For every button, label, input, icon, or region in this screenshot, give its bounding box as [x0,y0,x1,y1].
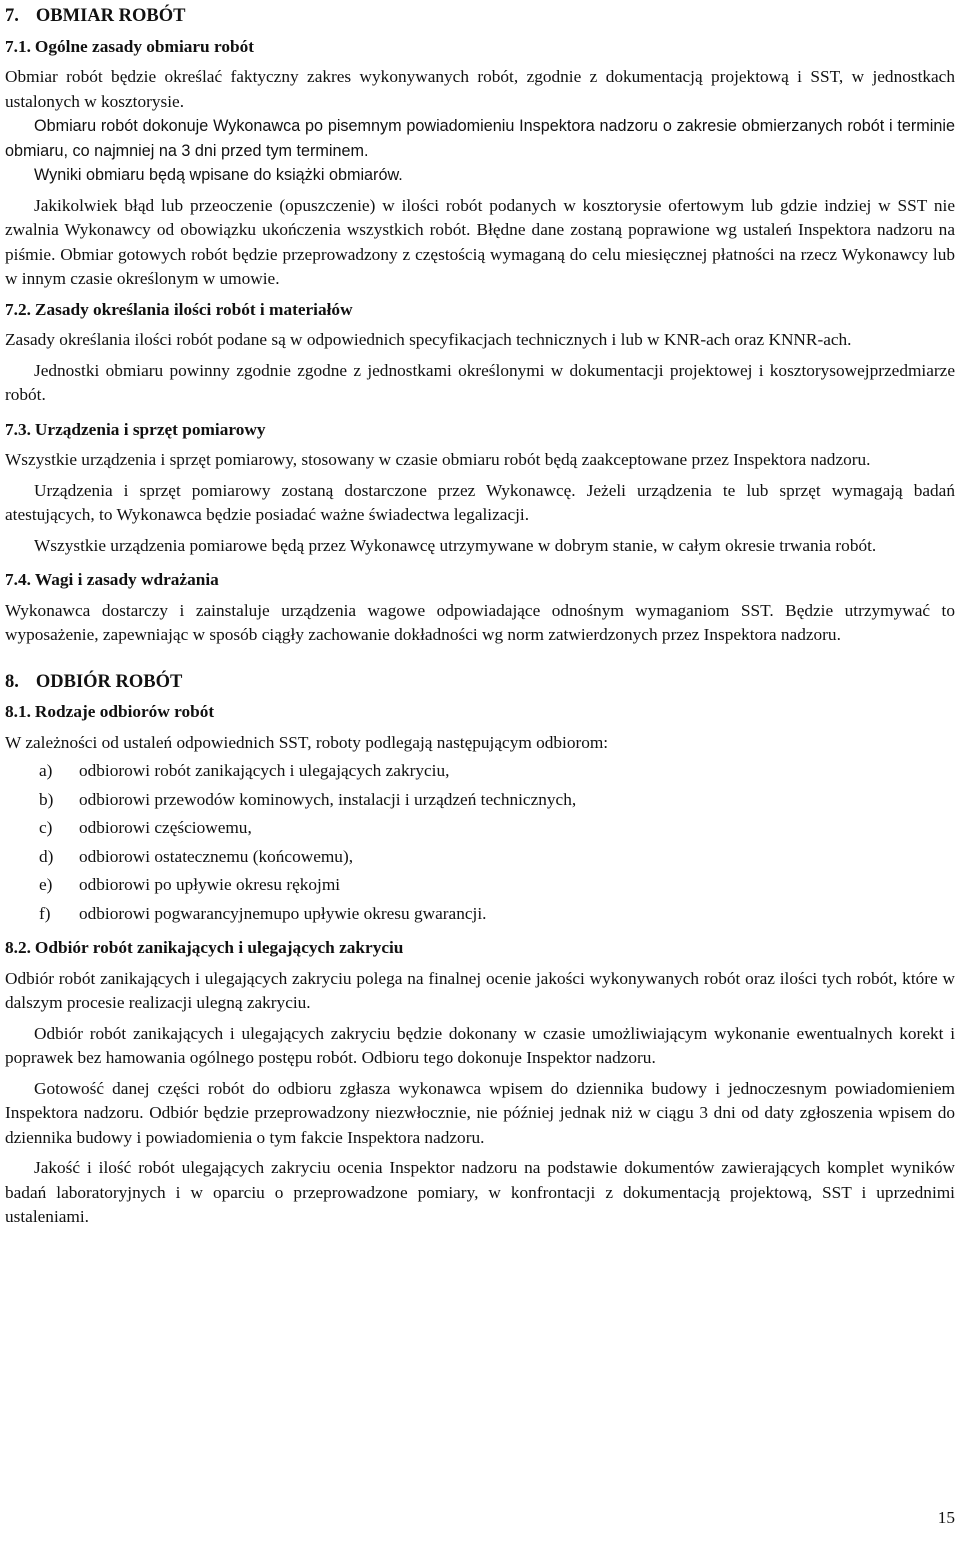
heading-number: 7. [5,6,19,26]
heading-number: 7.2. [5,299,31,319]
list-item [39,788,955,813]
heading-title: Urządzenia i sprzęt pomiarowy [34,419,266,439]
paragraph: Odbiór robót zanikających i ulegających zakryciu będzie dokonany w czasie umożliwiającym wykonanie ewentualnych korekt i poprawek bez hamowania ogólnego postępu robót. Odbioru tego dokonuje Inspektor nadzoru. [5,1023,955,1067]
heading-title: Wagi i zasady wdrażania [34,570,219,589]
paragraph: Jednostki obmiaru powinny zgodnie zgodne z jednostkami określonymi w dokumentacji projektowej i kosztorysowejprzedmiarze robót. [5,360,955,404]
list-marker: f) [39,903,51,923]
heading-section-8-2 [5,936,955,961]
heading-section-7-2 [5,298,955,323]
list-item-text: odbiorowi ostatecznemu (końcowemu), [79,846,354,866]
paragraph: Wyniki obmiaru będą wpisane do książki obmiarów. [34,166,403,184]
paragraph: Wykonawca dostarczy i zainstaluje urządzenia wagowe odpowiadające odnośnym wymaganiom SST. Będzie utrzymywać to wyposażenie, zapewniając w sposób ciągły zachowanie dokładności wg norm zatwierdzonych przez Inspektora nadzoru. [5,600,955,644]
paragraph: Odbiór robót zanikających i ulegających zakryciu polega na finalnej ocenie jakości wykonywanych robót oraz ilości tych robót, które w dalszym procesie realizacji ulegną zakryciu. [5,968,955,1012]
list-marker: c) [39,818,53,837]
list-item-text: odbiorowi przewodów kominowych, instalacji i urządzeń technicznych, [79,789,577,809]
list-marker: a) [39,761,53,780]
paragraph: Jakikolwiek błąd lub przeoczenie (opuszczenie) w ilości robót podanych w kosztorysie ofertowym lub gdzie indziej w SST nie zwalnia Wykonawcy od obowiązku ukończenia wszystkich robót. Błędne dane zostaną poprawione wg ustaleń Inspektora nadzoru na piśmie. Obmiar gotowych robót będzie przeprowadzony z częstością wymaganą do celu miesięcznej płatności na rzecz Wykonawcy lub w innym czasie określonym w umowie. [5,195,955,288]
paragraph: Gotowość danej części robót do odbioru zgłasza wykonawca wpisem do dziennika budowy i jednoczesnym powiadomieniem Inspektora nadzoru. Odbiór będzie przeprowadzony niezwłocznie, nie później jednak niż w ciągu 3 dni od daty zgłoszenia wpisem do dziennika budowy i powiadomienia o tym fakcie Inspektora nadzoru. [5,1078,955,1147]
heading-section-7-3 [5,418,955,443]
list-item [39,902,955,927]
list-marker: b) [39,789,54,809]
paragraph: Zasady określania ilości robót podane są w odpowiednich specyfikacjach technicznych i lub w KNR-ach oraz KNNR-ach. [5,330,852,349]
paragraph: Obmiaru robót dokonuje Wykonawca po pisemnym powiadomieniu Inspektora nadzoru o zakresie obmierzanych robót i terminie obmiaru, co najmniej na 3 dni przed tym terminem. [5,117,955,160]
heading-title: ODBIÓR ROBÓT [35,671,183,692]
paragraph: Jakość i ilość robót ulegających zakryciu ocenia Inspektor nadzoru na podstawie dokumentów zawierających komplet wyników badań laboratoryjnych i w oparciu o przeprowadzone pomiary, w konfrontacji z dokumentacją projektową, SST i uprzednimi ustaleniami. [5,1158,955,1226]
heading-title: OBMIAR ROBÓT [35,6,186,26]
list-item [39,845,955,870]
list-marker: e) [39,875,53,894]
page-number: 15 [937,1508,955,1527]
list-item-text: odbiorowi pogwarancyjnemupo upływie okresu gwarancji. [79,903,487,923]
list-item-text: odbiorowi robót zanikających i ulegających zakryciu, [79,761,450,780]
list-item [39,873,955,898]
heading-number: 8. [5,671,19,692]
odbiory-list [5,759,955,926]
list-item-text: odbiorowi po upływie okresu rękojmi [79,875,341,894]
heading-section-8 [5,670,955,695]
heading-title: Zasady określania ilości robót i materiałów [34,299,353,319]
paragraph: W zależności od ustaleń odpowiednich SST, roboty podlegają następującym odbiorom: [5,732,609,752]
document-page [5,4,955,1230]
paragraph: Urządzenia i sprzęt pomiarowy zostaną dostarczone przez Wykonawcę. Jeżeli urządzenia te lub sprzęt wymagają badań atestujących, to Wykonawca będzie posiadać ważne świadectwa legalizacji. [5,480,955,524]
heading-number: 8.2. [5,938,31,957]
heading-number: 7.3. [5,419,31,439]
paragraph: Obmiar robót będzie określać faktyczny zakres wykonywanych robót, zgodnie z dokumentacją projektową i SST, w jednostkach ustalonych w kosztorysie. [5,67,955,111]
heading-title: Rodzaje odbiorów robót [34,702,215,721]
heading-number: 7.1. [5,36,31,56]
heading-section-7 [5,4,955,29]
heading-title: Ogólne zasady obmiaru robót [34,36,254,56]
heading-section-7-4 [5,568,955,593]
heading-number: 8.1. [5,702,31,721]
list-item [39,759,955,784]
heading-section-8-1 [5,700,955,725]
heading-section-7-1 [5,35,955,60]
heading-number: 7.4. [5,570,31,589]
list-item-text: odbiorowi częściowemu, [79,818,252,837]
paragraph: Wszystkie urządzenia i sprzęt pomiarowy, stosowany w czasie obmiaru robót będą zaakceptowane przez Inspektora nadzoru. [5,450,871,469]
paragraph: Wszystkie urządzenia pomiarowe będą przez Wykonawcę utrzymywane w dobrym stanie, w całym okresie trwania robót. [34,535,877,555]
list-item [39,816,955,841]
list-marker: d) [39,846,54,866]
heading-title: Odbiór robót zanikających i ulegających zakryciu [34,938,404,957]
